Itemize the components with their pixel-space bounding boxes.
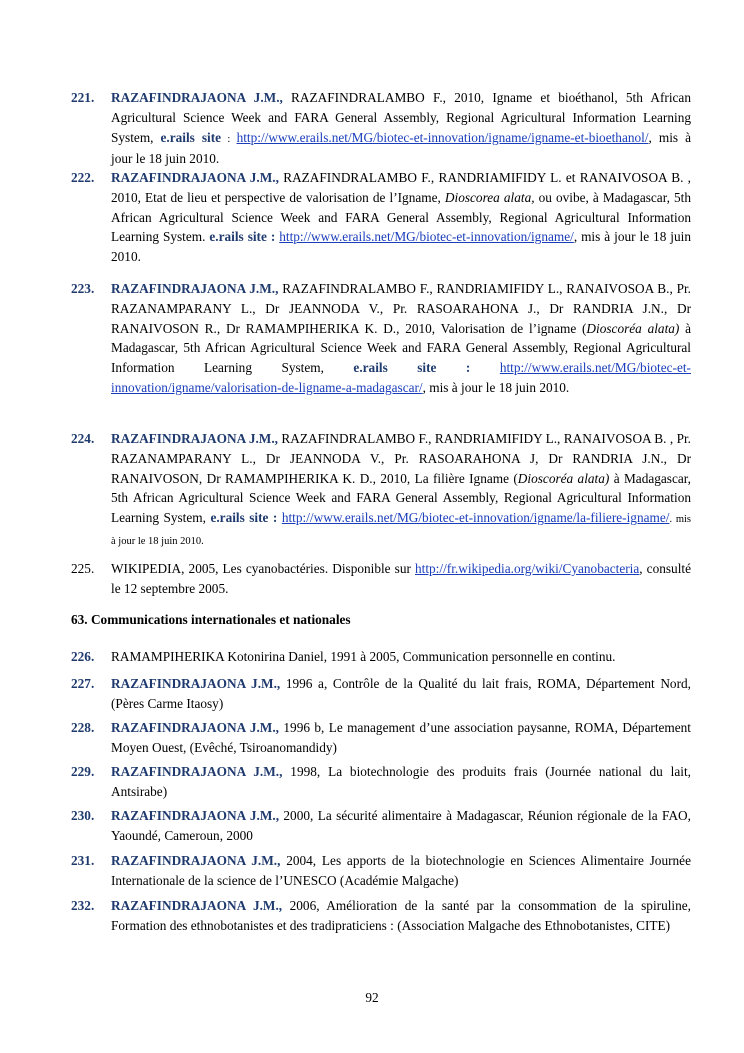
erails-site-label: e.rails site : xyxy=(209,229,276,245)
reference-text: 1998, La biotechnologie des produits frais (Journée national du lait, Antsirabe) xyxy=(111,764,691,799)
reference-number: 230. xyxy=(71,808,95,823)
reference-text: , mis à jour le 18 juin 2010. xyxy=(111,229,691,265)
reference-number: 223. xyxy=(71,281,95,296)
reference-number: 227. xyxy=(71,676,95,691)
reference-224 xyxy=(71,429,691,552)
reference-link[interactable]: http://fr.wikipedia.org/wiki/Cyanobacteria xyxy=(415,561,640,576)
reference-author: RAZAFINDRAJAONA J.M., xyxy=(111,281,279,296)
reference-text: : xyxy=(221,133,237,145)
reference-text: 2000, La sécurité alimentaire à Madagascar, Réunion régionale de la FAO, Yaoundé, Cameroun, 2000 xyxy=(111,808,691,843)
reference-number: 226. xyxy=(71,649,95,664)
reference-text: 2006, Amélioration de la santé par la consommation de la spiruline, Formation des ethnobotanistes et des tradipraticiens : (Association Malgache des Ethnobotanistes, CITE) xyxy=(111,898,691,933)
reference-text: 1996 b, Le management d’une association paysanne, ROMA, Département Moyen Ouest, (Evêché, Tsiroanomandidy) xyxy=(111,720,692,755)
reference-226 xyxy=(71,647,691,667)
reference-text: , mis à jour le 18 juin 2010. xyxy=(111,129,691,167)
reference-231 xyxy=(71,851,691,891)
reference-228 xyxy=(71,718,691,758)
reference-text: RAZAFINDRALAMBO F., RANDRIAMIFIDY L., RANAIVOSOA B., Pr. RAZANAMPARANY L., Dr JEANNODA V., Pr. RASOARAHONA J., Dr RANDRIA J.N., Dr RANAIVOSON R., Dr RAMAMPIHERIKA K. D., 2010, Valorisation de l’igname ( xyxy=(111,281,692,336)
reference-number: 225. xyxy=(71,561,95,576)
reference-text: 1996 a, Contrôle de la Qualité du lait frais, ROMA, Département Nord, (Pères Carme Itaosy) xyxy=(111,676,691,711)
reference-author: RAZAFINDRAJAONA J.M., xyxy=(111,898,283,913)
reference-link[interactable]: http://www.erails.net/MG/biotec-et-innovation/igname/la-filiere-igname/ xyxy=(281,510,670,526)
reference-author: RAZAFINDRAJAONA J.M., xyxy=(111,90,283,105)
reference-221 xyxy=(71,88,691,169)
reference-author: RAZAFINDRAJAONA J.M., xyxy=(111,676,281,691)
reference-text: ou ovibe, à Madagascar, 5th African Agricultural Science Week and FARA General Assembly, Regional Agricultural Information Learning System. xyxy=(111,189,691,245)
reference-author: RAZAFINDRAJAONA J.M., xyxy=(111,853,281,868)
page-number: 92 xyxy=(365,990,379,1005)
reference-225 xyxy=(71,559,691,599)
reference-text: , mis à jour le 18 juin 2010. xyxy=(422,379,570,395)
reference-link[interactable]: http://www.erails.net/MG/biotec-et-innovation/igname/igname-et-bioethanol/ xyxy=(236,129,649,145)
reference-number: 231. xyxy=(71,853,95,868)
reference-text: RAZAFINDRALAMBO F., 2010, Igname et bioéthanol, 5th African Agricultural Science Week and FARA General Assembly, Regional Agricultural Information Learning System, xyxy=(111,90,691,145)
reference-222 xyxy=(71,168,691,267)
reference-text: . mis à jour le 18 juin 2010. xyxy=(111,514,692,547)
reference-text xyxy=(470,360,499,375)
reference-text: , consulté le 12 septembre 2005. xyxy=(111,561,691,596)
reference-223 xyxy=(71,279,691,398)
reference-230 xyxy=(71,806,691,846)
species-name: Dioscoréa alata) xyxy=(517,470,610,486)
reference-author: RAZAFINDRAJAONA J.M., xyxy=(111,808,280,823)
reference-number: 232. xyxy=(71,898,95,913)
reference-author: RAZAFINDRAJAONA J.M., xyxy=(111,720,280,735)
species-name: Dioscorea alata, xyxy=(444,189,535,205)
species-name: Dioscoréa alata) xyxy=(586,320,680,336)
reference-number: 229. xyxy=(71,764,95,779)
reference-number: 228. xyxy=(71,720,95,735)
reference-number: 221. xyxy=(71,90,95,105)
reference-author: RAZAFINDRAJAONA J.M., xyxy=(111,764,283,779)
reference-author: RAZAFINDRAJAONA J.M., xyxy=(111,431,279,446)
reference-text: 2004, Les apports de la biotechnologie en Sciences Alimentaire Journée Internationale de la science de l’UNESCO (Académie Malgache) xyxy=(111,853,691,888)
reference-232 xyxy=(71,896,691,936)
erails-site-label: e.rails site : xyxy=(210,510,278,526)
reference-text: RAZAFINDRALAMBO F., RANDRIAMIFIDY L., RANAIVOSOA B. , Pr. RAZANAMPARANY L., Dr JEANNODA V., Pr. RASOARAHONA J, Dr RANDRIA J.N., Dr RANAIVOSON, Dr RAMAMPIHERIKA K. D., 2010, La filière Igname ( xyxy=(111,431,692,486)
reference-227 xyxy=(71,674,691,714)
reference-link[interactable]: http://www.erails.net/MG/biotec-et-innovation/igname/ xyxy=(279,229,574,245)
erails-site-label: e.rails site xyxy=(160,129,222,145)
reference-text: à Madagascar, 5th African Agricultural Science Week and FARA General Assembly, Regional Agricultural Information Learning System, xyxy=(111,320,692,376)
reference-author: RAZAFINDRAJAONA J.M., xyxy=(111,170,279,185)
reference-text: à Madagascar, 5th African Agricultural Science Week and FARA General Assembly, Regional Agricultural Information Learning System, xyxy=(111,470,691,526)
reference-text: WIKIPEDIA, 2005, Les cyanobactéries. Disponible sur xyxy=(111,561,415,576)
erails-site-label: e.rails site : xyxy=(353,360,471,376)
reference-229 xyxy=(71,762,691,802)
reference-link[interactable]: http://www.erails.net/MG/biotec-et-innovation/igname/valorisation-de-ligname-a-madagascar/ xyxy=(111,360,691,395)
reference-number: 224. xyxy=(71,431,95,446)
reference-text: RAMAMPIHERIKA Kotonirina Daniel, 1991 à 2005, Communication personnelle en continu. xyxy=(111,649,616,664)
section-heading: 63. Communications internationales et nationales xyxy=(71,612,351,627)
reference-number: 222. xyxy=(71,170,95,185)
reference-text: RAZAFINDRALAMBO F., RANDRIAMIFIDY L. et RANAIVOSOA B. , 2010, Etat de lieu et perspective de valorisation de l’Igname, xyxy=(111,170,692,205)
